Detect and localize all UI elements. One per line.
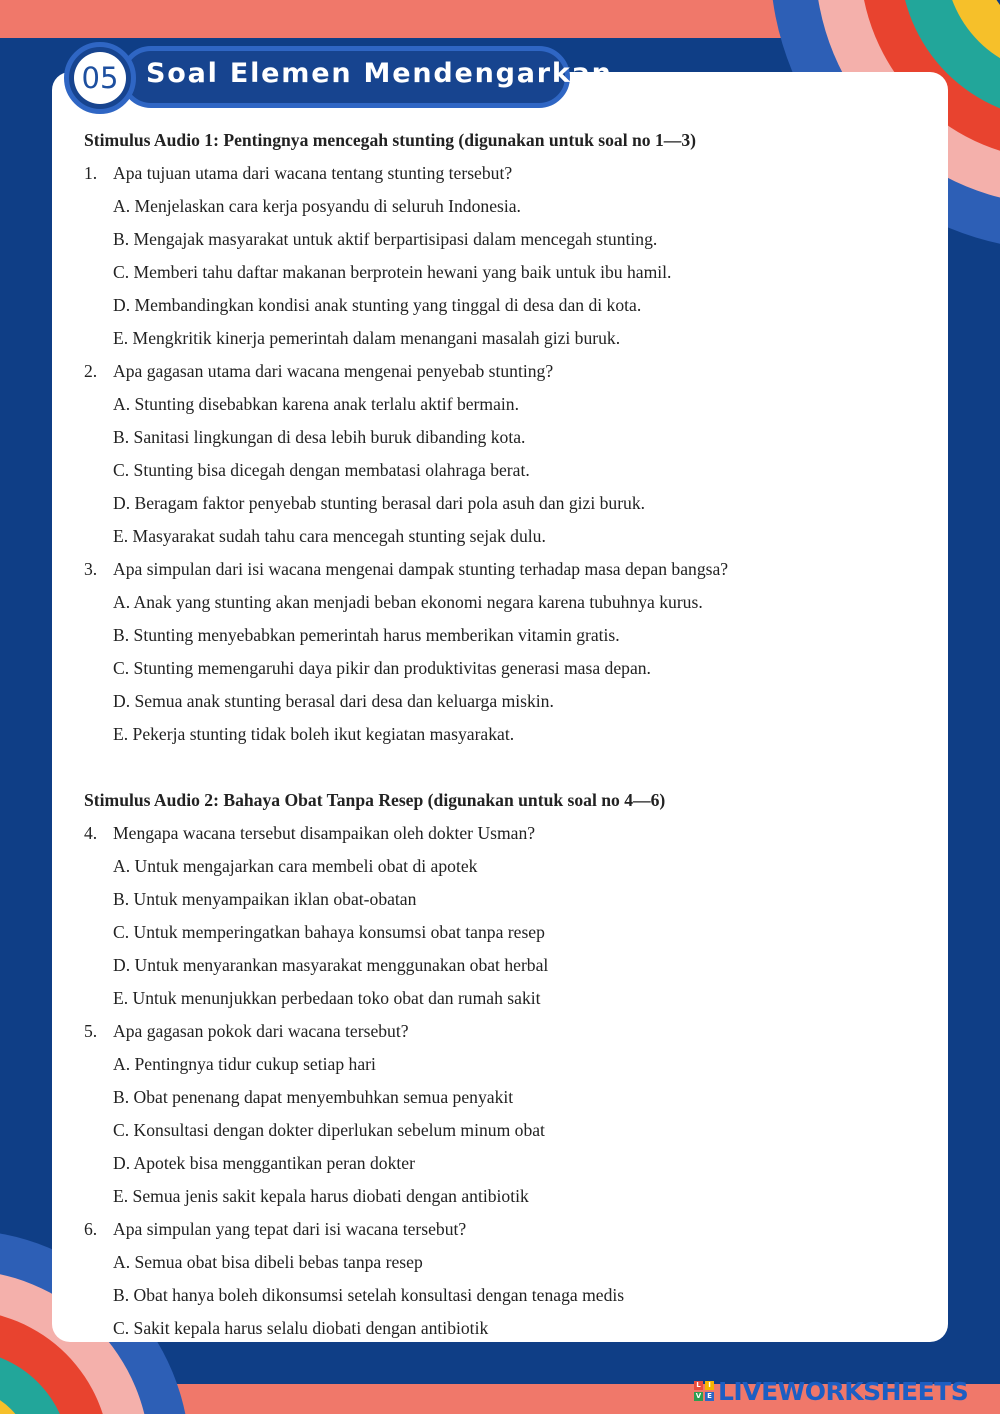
section-title: Soal Elemen Mendengarkan (146, 58, 613, 89)
question-text: Apa gagasan utama dari wacana mengenai penyebab stunting? (113, 361, 554, 381)
question-number: 6. (84, 1219, 98, 1239)
answer-option[interactable]: A. Untuk mengajarkan cara membeli obat di apotek (113, 856, 478, 876)
answer-option[interactable]: E. Pekerja stunting tidak boleh ikut kegiatan masyarakat. (113, 724, 515, 744)
answer-option[interactable]: C. Stunting bisa dicegah dengan membatasi olahraga berat. (113, 460, 530, 480)
answer-option[interactable]: E. Untuk menunjukkan perbedaan toko obat dan rumah sakit (113, 988, 541, 1008)
answer-option[interactable]: B. Obat penenang dapat menyembuhkan semua penyakit (113, 1087, 514, 1107)
logo-letter: V (695, 1392, 702, 1400)
answer-option[interactable]: D. Untuk menyarankan masyarakat menggunakan obat herbal (113, 955, 549, 975)
stimulus-heading: Stimulus Audio 2: Bahaya Obat Tanpa Resep (digunakan untuk soal no 4—6) (84, 790, 666, 810)
question-text: Apa gagasan pokok dari wacana tersebut? (113, 1021, 409, 1041)
liveworksheets-logo-icon (694, 1381, 714, 1401)
question (84, 157, 924, 190)
answer-option[interactable]: D. Semua anak stunting berasal dari desa dan keluarga miskin. (113, 691, 554, 711)
stimulus-heading: Stimulus Audio 1: Pentingnya mencegah stunting (digunakan untuk soal no 1—3) (84, 130, 697, 150)
section-spacer (84, 751, 924, 784)
worksheet-content (84, 124, 924, 1345)
liveworksheets-brand (694, 1378, 968, 1404)
question-number: 1. (84, 163, 98, 183)
answer-option[interactable]: B. Untuk menyampaikan iklan obat-obatan (113, 889, 417, 909)
answer-option[interactable]: D. Beragam faktor penyebab stunting berasal dari pola asuh dan gizi buruk. (113, 493, 646, 513)
question-text: Mengapa wacana tersebut disampaikan oleh dokter Usman? (113, 823, 536, 843)
answer-option[interactable]: B. Stunting menyebabkan pemerintah harus memberikan vitamin gratis. (113, 625, 620, 645)
answer-option[interactable]: E. Semua jenis sakit kepala harus diobati dengan antibiotik (113, 1186, 529, 1206)
answer-option[interactable]: E. Masyarakat sudah tahu cara mencegah stunting sejak dulu. (113, 526, 546, 546)
question-number: 3. (84, 559, 98, 579)
answer-option[interactable]: C. Konsultasi dengan dokter diperlukan sebelum minum obat (113, 1120, 545, 1140)
answer-option[interactable]: D. Apotek bisa menggantikan peran dokter (113, 1153, 415, 1173)
question-number: 4. (84, 823, 98, 843)
answer-option[interactable]: C. Untuk memperingatkan bahaya konsumsi obat tanpa resep (113, 922, 545, 942)
question (84, 1213, 924, 1246)
question-number: 5. (84, 1021, 98, 1041)
answer-option[interactable]: B. Mengajak masyarakat untuk aktif berpartisipasi dalam mencegah stunting. (113, 229, 658, 249)
question-number: 2. (84, 361, 98, 381)
question-text: Apa simpulan yang tepat dari isi wacana tersebut? (113, 1219, 467, 1239)
question-text: Apa tujuan utama dari wacana tentang stunting tersebut? (113, 163, 513, 183)
question (84, 1015, 924, 1048)
section-number: 05 (81, 61, 119, 95)
question (84, 817, 924, 850)
logo-letter: L (694, 1381, 703, 1390)
answer-option[interactable]: D. Membandingkan kondisi anak stunting yang tinggal di desa dan di kota. (113, 295, 642, 315)
answer-option[interactable]: E. Mengkritik kinerja pemerintah dalam menangani masalah gizi buruk. (113, 328, 621, 348)
brand-name: LIVEWORKSHEETS (718, 1376, 969, 1406)
answer-option[interactable]: B. Obat hanya boleh dikonsumsi setelah konsultasi dengan tenaga medis (113, 1285, 625, 1305)
answer-option[interactable]: A. Anak yang stunting akan menjadi beban ekonomi negara karena tubuhnya kurus. (113, 592, 703, 612)
question (84, 553, 924, 586)
logo-letter: I (705, 1381, 714, 1390)
question (84, 355, 924, 388)
logo-letter: E (705, 1392, 714, 1401)
answer-option[interactable]: A. Semua obat bisa dibeli bebas tanpa resep (113, 1252, 423, 1272)
answer-option[interactable]: A. Stunting disebabkan karena anak terlalu aktif bermain. (113, 394, 519, 414)
question-text: Apa simpulan dari isi wacana mengenai dampak stunting terhadap masa depan bangsa? (113, 559, 729, 579)
answer-option[interactable]: C. Memberi tahu daftar makanan berprotein hewani yang baik untuk ibu hamil. (113, 262, 672, 282)
answer-option[interactable]: C. Stunting memengaruhi daya pikir dan produktivitas generasi masa depan. (113, 658, 651, 678)
answer-option[interactable]: B. Sanitasi lingkungan di desa lebih buruk dibanding kota. (113, 427, 526, 447)
answer-option[interactable]: C. Sakit kepala harus selalu diobati dengan antibiotik (113, 1318, 489, 1338)
answer-option[interactable]: A. Menjelaskan cara kerja posyandu di seluruh Indonesia. (113, 196, 521, 216)
answer-option[interactable]: A. Pentingnya tidur cukup setiap hari (113, 1054, 376, 1074)
